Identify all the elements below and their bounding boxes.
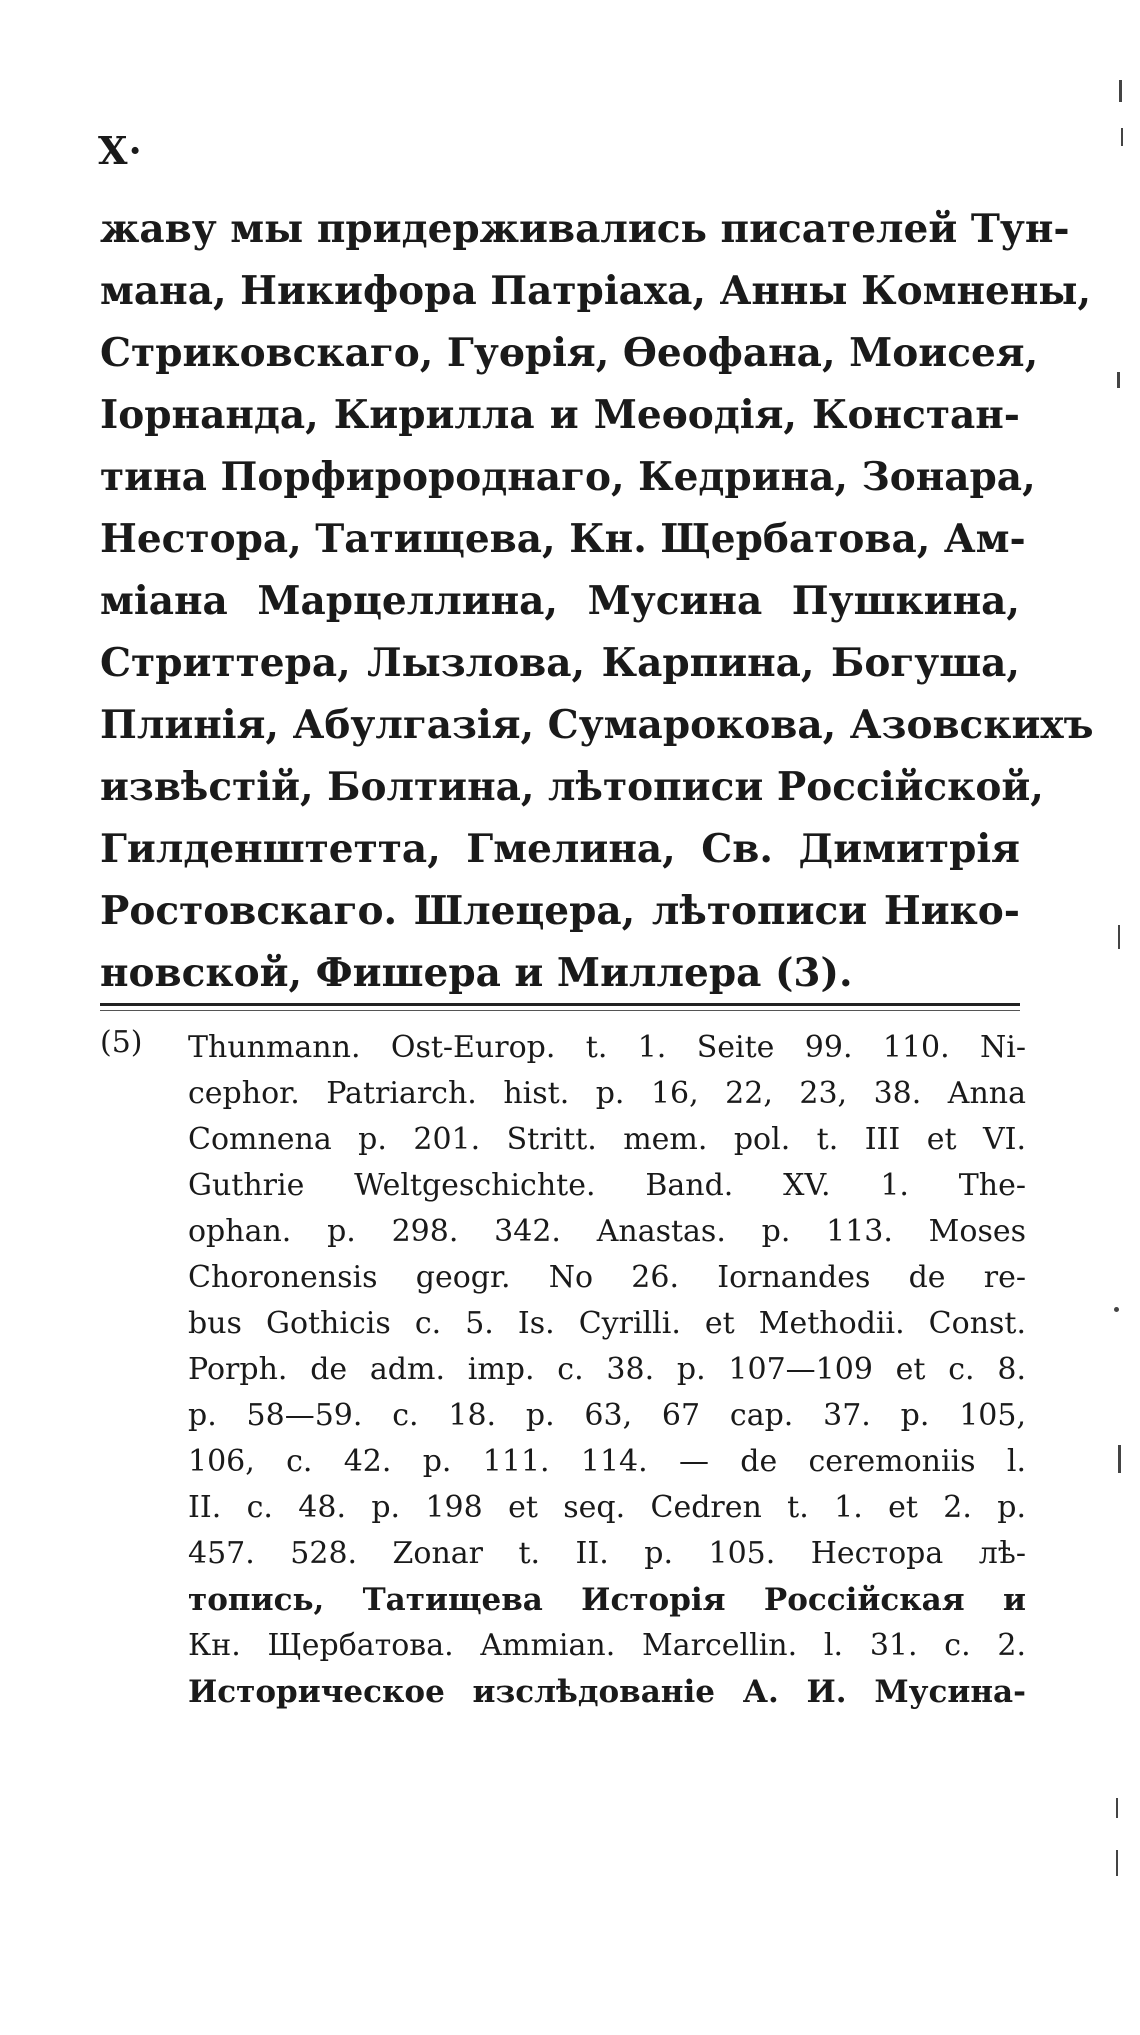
scan-speck <box>1116 1850 1118 1876</box>
main-text-line: извѣстій, Болтина, лѣтописи Россійской, <box>100 764 1044 810</box>
footnote-line: p. 58—59. c. 18. p. 63, 67 cap. 37. p. 105, <box>188 1398 1026 1433</box>
footnote-line: Guthrie Weltgeschichte. Band. XV. 1. The- <box>188 1168 1026 1203</box>
footnote-line: Историческое изслѣдованіе А. И. Мусина- <box>188 1674 1026 1710</box>
footnote-line: Comnena p. 201. Stritt. mem. pol. t. III et VI. <box>188 1122 1026 1157</box>
footnote-line: Choronensis geogr. No 26. Iornandes de re- <box>188 1260 1026 1295</box>
main-text-line: жаву мы придерживались писателей Тун- <box>100 206 1070 252</box>
footnote-line: Thunmann. Ost-Europ. t. 1. Seite 99. 110. Ni- <box>188 1030 1026 1065</box>
main-text-line: Іорнанда, Кирилла и Меөодія, Констан- <box>100 392 1020 438</box>
scan-speck <box>1114 1307 1119 1312</box>
main-text-line: тина Порфиророднаго, Кедрина, Зонара, <box>100 454 1036 500</box>
main-text-line: мана, Никифора Патріаха, Анны Комнены, <box>100 268 1092 314</box>
footnote-marker: (5) <box>100 1025 143 1060</box>
page-number: X· <box>98 128 143 173</box>
main-text-line: новской, Фишера и Миллера (3). <box>100 950 853 996</box>
footnote-separator-rule <box>100 1003 1020 1006</box>
footnote-line: ophan. p. 298. 342. Anastas. p. 113. Moses <box>188 1214 1026 1249</box>
main-text-line: Плинія, Абулгазія, Сумарокова, Азовскихъ <box>100 702 1094 748</box>
footnote-text <box>188 1025 1026 1715</box>
main-text <box>100 198 1094 1004</box>
scan-speck <box>1116 1798 1118 1818</box>
footnote-separator-thin-rule <box>100 1010 1020 1011</box>
footnote-line: топись, Татищева Исторія Россійская и <box>188 1582 1026 1618</box>
scan-speck <box>1121 128 1123 146</box>
scan-speck <box>1119 80 1122 102</box>
footnote-line: Кн. Щербатова. Ammian. Marcellin. l. 31. c. 2. <box>188 1628 1026 1663</box>
main-text-line: Гилденштетта, Гмелина, Св. Димитрія <box>100 826 1020 872</box>
main-text-line: Нестора, Татищева, Кн. Щербатова, Ам- <box>100 516 1026 562</box>
footnote-line: 106, c. 42. p. 111. 114. — de ceremoniis l. <box>188 1444 1026 1479</box>
main-text-line: Ростовскаго. Шлецера, лѣтописи Нико- <box>100 888 1020 934</box>
scan-speck <box>1117 372 1120 388</box>
footnote-line: II. c. 48. p. 198 et seq. Cedren t. 1. et 2. p. <box>188 1490 1026 1525</box>
footnote-line: bus Gothicis c. 5. Is. Cyrilli. et Methodii. Const. <box>188 1306 1026 1341</box>
footnote-line: Porph. de adm. imp. c. 38. p. 107—109 et c. 8. <box>188 1352 1026 1387</box>
main-text-line: Стриковскаго, Гуөрія, Өеофана, Моисея, <box>100 330 1039 376</box>
scan-speck <box>1118 925 1120 949</box>
footnote-line: cephor. Patriarch. hist. p. 16, 22, 23, 38. Anna <box>188 1076 1026 1111</box>
main-text-line: міана Марцеллина, Мусина Пушкина, <box>100 578 1020 624</box>
footnote-line: 457. 528. Zonar t. II. p. 105. Нестора лѣ- <box>188 1536 1026 1571</box>
main-text-line: Стриттера, Лызлова, Карпина, Богуша, <box>100 640 1020 686</box>
scan-speck <box>1118 1445 1121 1473</box>
